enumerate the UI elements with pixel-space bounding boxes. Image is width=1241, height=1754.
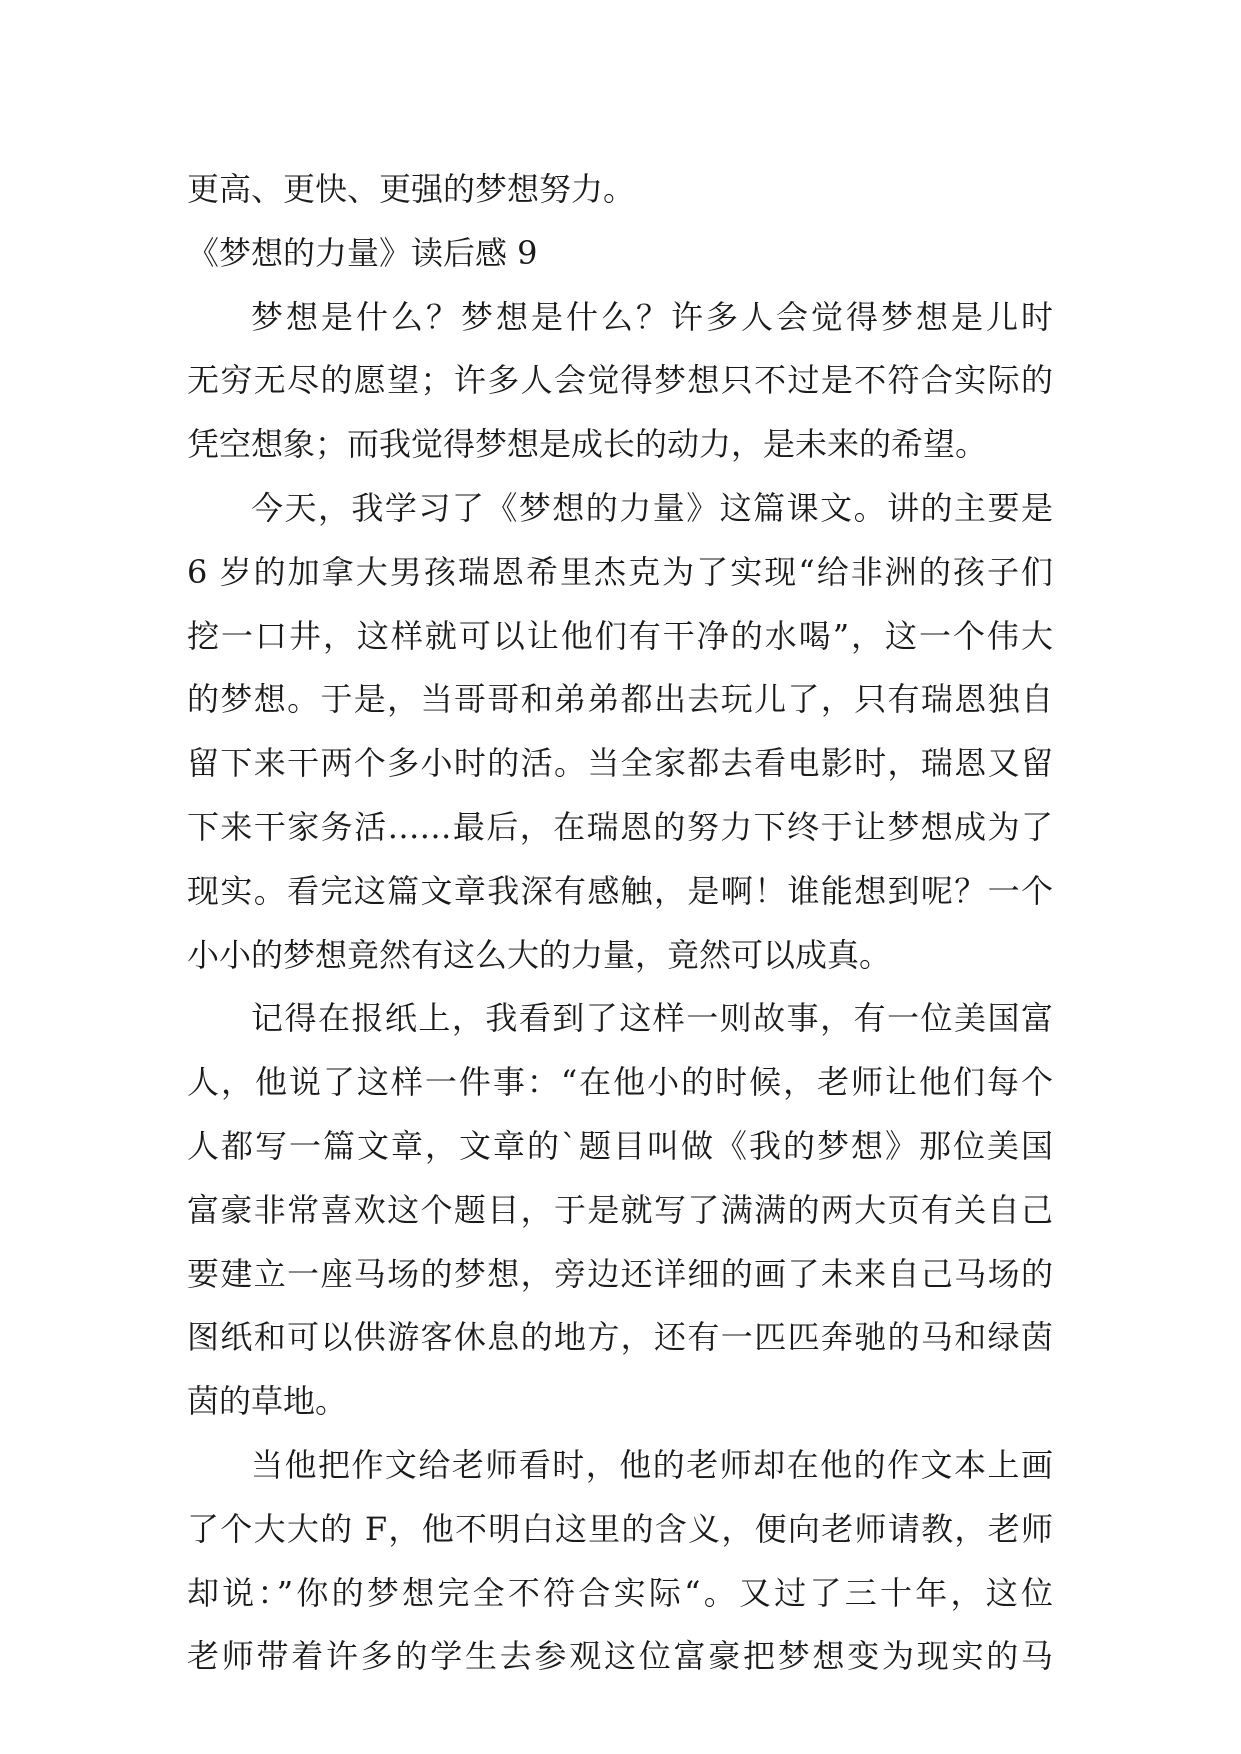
text-line: 老师带着许多的学生去参观这位富豪把梦想变为现实的马 bbox=[187, 1637, 1053, 1676]
text-line: 下来干家务活……最后，在瑞恩的努力下终于让梦想成为了 bbox=[187, 807, 1053, 846]
text-line: 了个大大的 F，他不明白这里的含义，便向老师请教，老师 bbox=[187, 1509, 1053, 1548]
text-line: 6 岁的加拿大男孩瑞恩希里杰克为了实现“给非洲的孩子们 bbox=[187, 552, 1053, 591]
section-heading: 《梦想的力量》读后感 9 bbox=[187, 233, 538, 272]
text-line: 挖一口井，这样就可以让他们有干净的水喝”，这一个伟大 bbox=[187, 616, 1053, 655]
text-line: 当他把作文给老师看时，他的老师却在他的作文本上画 bbox=[251, 1445, 1053, 1484]
text-line: 人都写一篇文章，文章的`题目叫做《我的梦想》那位美国 bbox=[187, 1126, 1053, 1165]
text-line: 富豪非常喜欢这个题目，于是就写了满满的两大页有关自己 bbox=[187, 1190, 1053, 1229]
text-line: 更高、更快、更强的梦想努力。 bbox=[187, 170, 636, 208]
text-line: 记得在报纸上，我看到了这样一则故事，有一位美国富 bbox=[251, 999, 1053, 1038]
text-line: 要建立一座马场的梦想，旁边还详细的画了未来自己马场的 bbox=[187, 1254, 1053, 1293]
text-line: 人，他说了这样一件事：“在他小的时候，老师让他们每个 bbox=[187, 1063, 1053, 1102]
text-line: 梦想是什么？梦想是什么？许多人会觉得梦想是儿时 bbox=[251, 297, 1053, 336]
text-line: 小小的梦想竟然有这么大的力量，竟然可以成真。 bbox=[187, 935, 892, 974]
text-line: 茵的草地。 bbox=[187, 1382, 348, 1421]
text-line: 图纸和可以供游客休息的地方，还有一匹匹奔驰的马和绿茵 bbox=[187, 1318, 1053, 1357]
text-line: 却说：”你的梦想完全不符合实际“。又过了三十年，这位 bbox=[187, 1573, 1053, 1612]
text-line: 无穷无尽的愿望；许多人会觉得梦想只不过是不符合实际的 bbox=[187, 361, 1053, 400]
text-line: 凭空想象；而我觉得梦想是成长的动力，是未来的希望。 bbox=[187, 425, 988, 464]
text-line: 的梦想。于是，当哥哥和弟弟都出去玩儿了，只有瑞恩独自 bbox=[187, 680, 1053, 719]
text-line: 今天，我学习了《梦想的力量》这篇课文。讲的主要是 bbox=[251, 488, 1053, 527]
text-line: 现实。看完这篇文章我深有感触，是啊！谁能想到呢？一个 bbox=[187, 871, 1053, 910]
body-text bbox=[187, 158, 1053, 1689]
text-line: 留下来干两个多小时的活。当全家都去看电影时，瑞恩又留 bbox=[187, 744, 1053, 783]
